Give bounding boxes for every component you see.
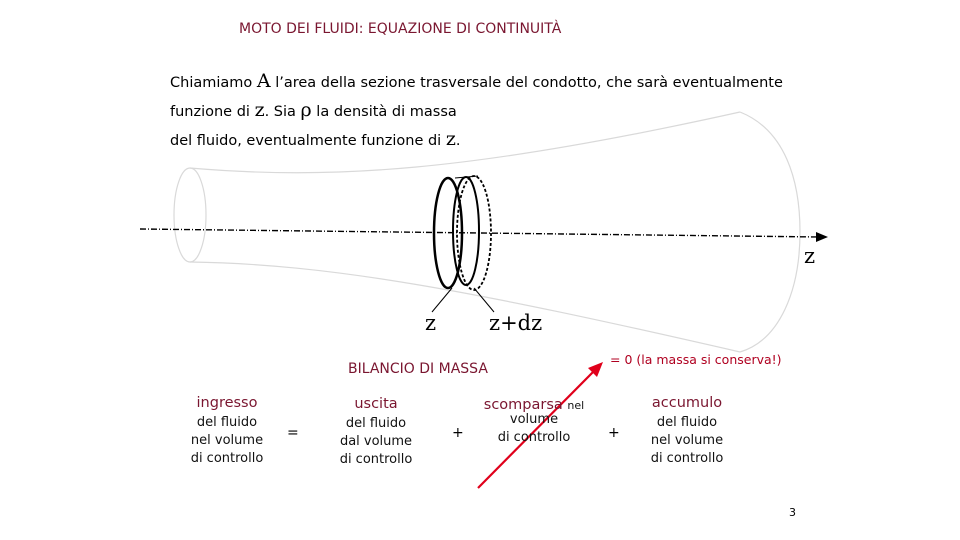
intro-text: del fluido, eventualmente funzione di bbox=[170, 133, 446, 149]
section-label-zdz: z+dz bbox=[489, 311, 543, 335]
intro-text: Chiamiamo bbox=[170, 75, 257, 91]
intro-text: funzione di bbox=[170, 104, 255, 120]
symbol-z: z bbox=[254, 99, 265, 121]
term-line: del fluido bbox=[345, 416, 407, 431]
term-line: del fluido bbox=[196, 415, 258, 430]
term-line: di controllo bbox=[650, 451, 724, 466]
operator-equals: = bbox=[287, 425, 299, 441]
term-scomparsa bbox=[478, 397, 590, 447]
term-line: di controllo bbox=[190, 451, 264, 466]
term-body bbox=[478, 411, 590, 447]
intro-text: . bbox=[455, 133, 461, 149]
axis-label-z: z bbox=[804, 244, 816, 268]
term-body bbox=[332, 415, 420, 469]
term-uscita bbox=[332, 396, 420, 469]
term-head-main: scomparsa bbox=[483, 397, 563, 413]
term-line: di controllo bbox=[497, 430, 571, 445]
section-label-z: z bbox=[425, 311, 437, 335]
z-axis bbox=[140, 229, 820, 237]
term-line: del fluido bbox=[656, 415, 718, 430]
operator-plus: + bbox=[608, 425, 620, 441]
leader-zdz bbox=[474, 288, 494, 312]
term-head-suffix: nel bbox=[567, 399, 585, 412]
symbol-z: z bbox=[445, 128, 456, 150]
intro-text: . Sia bbox=[264, 104, 301, 120]
operator-plus: + bbox=[452, 425, 464, 441]
balance-title: BILANCIO DI MASSA bbox=[348, 361, 488, 377]
duct-bottom-edge bbox=[190, 262, 740, 352]
term-line: volume bbox=[509, 412, 559, 427]
term-ingresso bbox=[183, 395, 271, 468]
intro-text: l’area della sezione trasversale del condotto, che sarà eventualmente bbox=[270, 75, 783, 91]
term-head: uscita bbox=[354, 396, 398, 412]
leader-z bbox=[432, 288, 452, 312]
term-line: dal volume bbox=[339, 434, 413, 449]
symbol-area: A bbox=[256, 70, 271, 92]
term-accumulo bbox=[643, 395, 731, 468]
z-axis-arrowhead bbox=[816, 232, 828, 242]
term-body bbox=[183, 414, 271, 468]
term-body bbox=[643, 414, 731, 468]
page-number: 3 bbox=[789, 506, 796, 519]
conservation-note: = 0 (la massa si conserva!) bbox=[610, 352, 782, 367]
slide-title: MOTO DEI FLUIDI: EQUAZIONE DI CONTINUITÀ bbox=[239, 21, 562, 37]
duct-inlet-ellipse bbox=[174, 168, 206, 262]
duct-top-edge bbox=[190, 112, 740, 173]
intro-text: la densità di massa bbox=[311, 104, 457, 120]
term-head: ingresso bbox=[196, 395, 258, 411]
term-head: accumulo bbox=[651, 395, 723, 411]
symbol-rho: ρ bbox=[300, 99, 312, 121]
term-line: nel volume bbox=[650, 433, 724, 448]
duct-outlet-ellipse bbox=[740, 112, 800, 352]
term-line: nel volume bbox=[190, 433, 264, 448]
term-line: di controllo bbox=[339, 452, 413, 467]
